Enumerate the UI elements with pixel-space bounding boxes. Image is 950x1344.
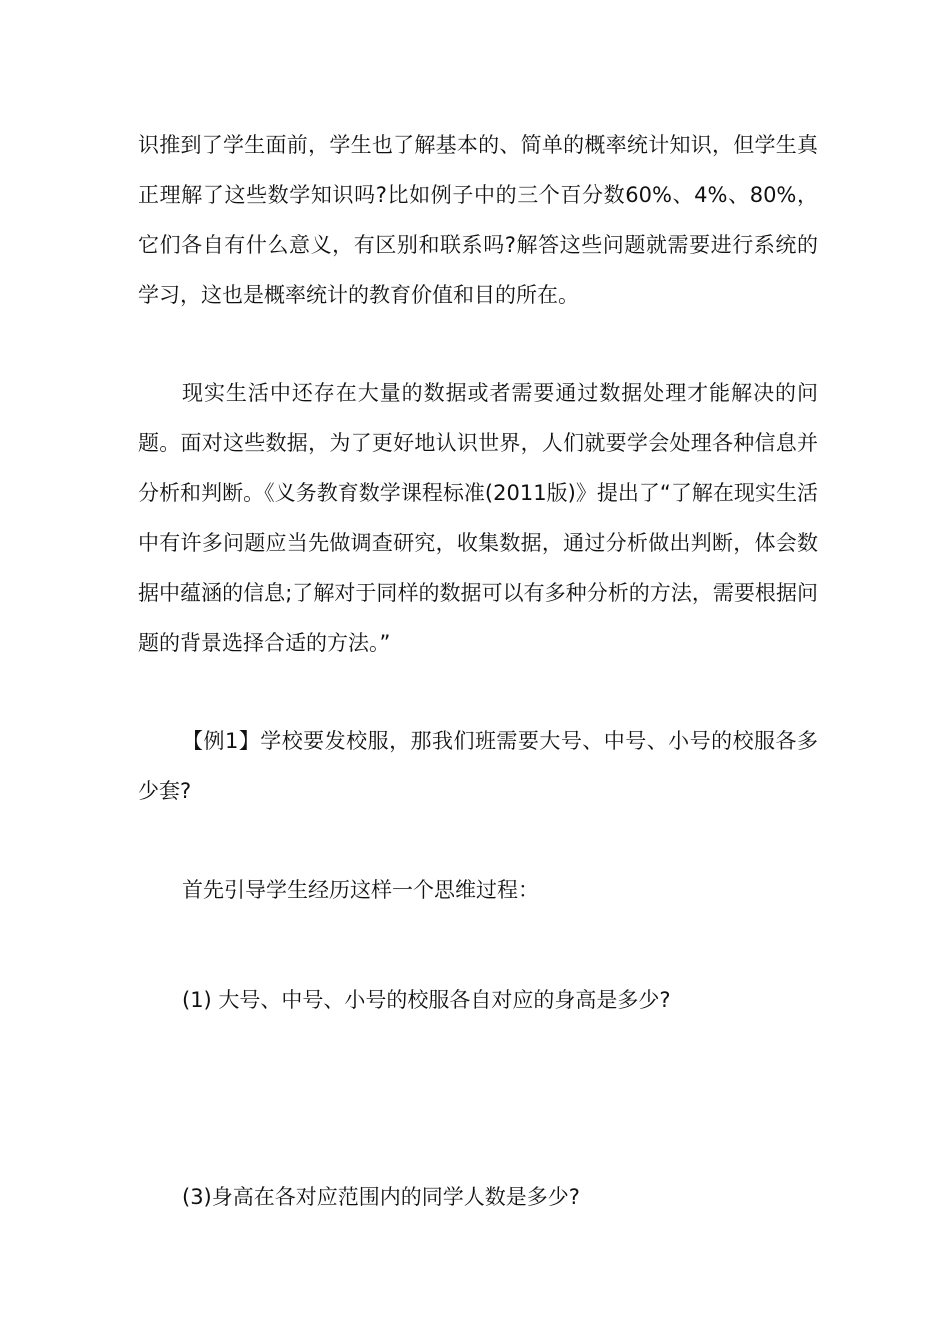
paragraph-data-processing: 现实生活中还存在大量的数据或者需要通过数据处理才能解决的问题。面对这些数据，为了更好地认识世界，人们就要学会处理各种信息并分析和判断。《义务教育数学课程标准(2011版)》提出了“了解在现实生活中有许多问题应当先做调查研究，收集数据，通过分析做出判断，体会数据中蕴涵的信息;了解对于同样的数据可以有多种分析的方法，需要根据问题的背景选择合适的方法。” bbox=[138, 381, 818, 655]
paragraph-probability-education: 识推到了学生面前，学生也了解基本的、简单的概率统计知识，但学生真正理解了这些数学知识吗?比如例子中的三个百分数60%、4%、80%，它们各自有什么意义，有区别和联系吗?解答这些问题就需要进行系统的学习，这也是概率统计的教育价值和目的所在。 bbox=[138, 133, 818, 307]
question-3: (3)身高在各对应范围内的同学人数是多少? bbox=[182, 1185, 580, 1209]
question-1: (1) 大号、中号、小号的校服各自对应的身高是多少? bbox=[182, 988, 671, 1012]
paragraph-thinking-process: 首先引导学生经历这样一个思维过程： bbox=[182, 878, 539, 902]
paragraph-example-1: 【例1】学校要发校服，那我们班需要大号、中号、小号的校服各多少套? bbox=[138, 729, 818, 803]
